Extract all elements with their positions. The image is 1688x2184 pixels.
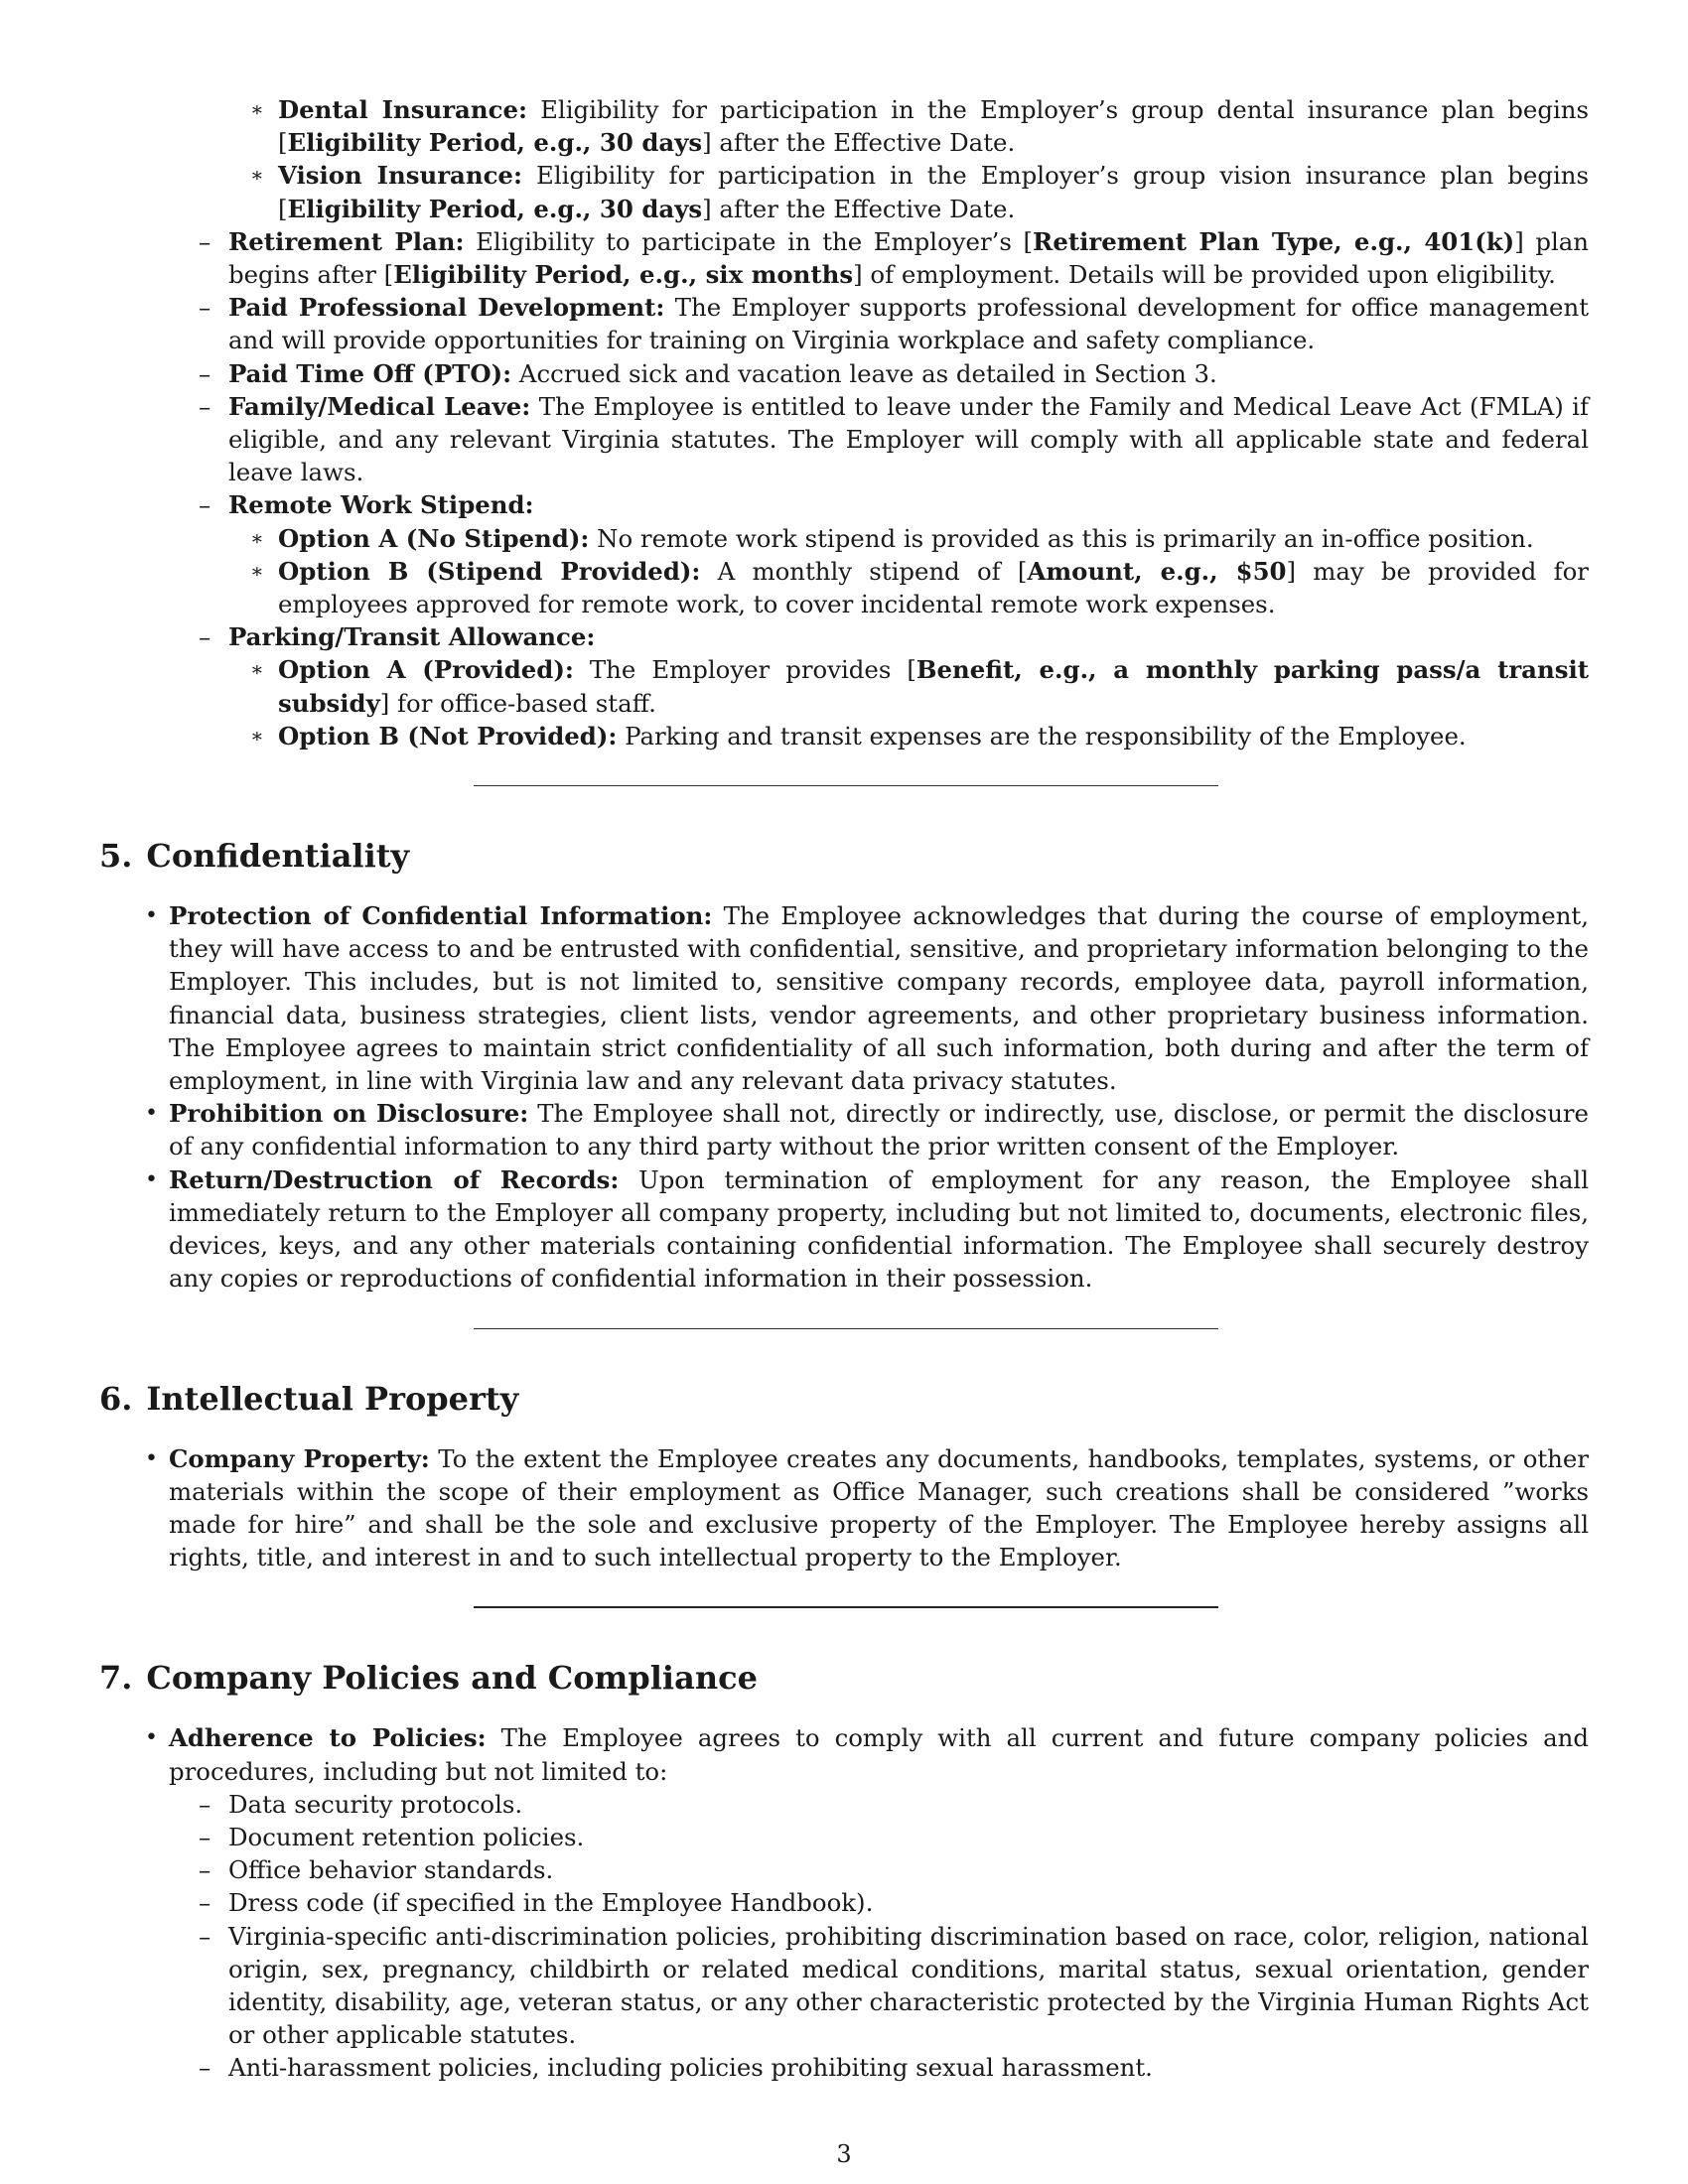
item-label: Company Property:	[169, 1443, 430, 1473]
remote-stipend-item	[199, 488, 1589, 521]
item-text: The Employee agrees to comply with all current and future company policies and procedures, including but not limited to:	[169, 1723, 1589, 1786]
parking-option-b-text: Parking and transit expenses are the responsibility of the Employee.	[617, 721, 1467, 751]
parking-option-b	[250, 720, 1589, 752]
policy-text: Anti-harassment policies, including policies prohibiting sexual harassment.	[228, 2053, 1153, 2083]
item-label: Return/Destruction of Records:	[169, 1164, 620, 1194]
star-marker: ∗	[250, 558, 264, 583]
dash-marker: –	[199, 490, 211, 520]
retirement-text-2: ] plan begins after [	[228, 226, 1590, 290]
item-text: Upon termination of employment for any reason, the Employee shall immediately return to the Employer all company property, including but not limited to, documents, electronic files, devices, keys, and any other materials containing confidential information. The Employee shall securely destroy any copies or reproductions of confidential information in their possession.	[169, 1164, 1589, 1294]
star-marker: ∗	[250, 163, 264, 188]
parking-option-b-label: Option B (Not Provided):	[278, 721, 618, 751]
remote-option-a-text: No remote work stipend is provided as this is primarily an in-office position.	[589, 523, 1534, 553]
bullet-marker: •	[145, 1445, 158, 1471]
vision-text: Eligibility for participation in the Employer’s group vision insurance plan begins [	[278, 161, 1589, 223]
bullet-marker: •	[145, 1166, 158, 1192]
dental-label: Dental Insurance:	[278, 95, 527, 124]
list-item	[145, 1097, 1589, 1162]
star-marker: ∗	[250, 657, 264, 682]
section-heading-company-policies	[99, 1658, 1589, 1698]
section-number: 6.	[99, 1379, 133, 1418]
dental-insurance-item	[250, 93, 1589, 159]
vision-text-end: ] after the Effective Date.	[702, 194, 1016, 223]
dash-marker: –	[199, 1789, 211, 1819]
bullet-marker: •	[145, 1101, 158, 1127]
pto-item	[199, 357, 1589, 390]
bullet-marker: •	[145, 1725, 158, 1751]
retirement-plan-type: Retirement Plan Type, e.g., 401(k)	[1033, 226, 1515, 256]
professional-development-item	[199, 291, 1589, 356]
retirement-text-end: ] of employment. Details will be provided upon eligibility.	[853, 260, 1556, 290]
remote-option-b	[250, 555, 1589, 620]
section-heading-intellectual-property	[99, 1379, 1589, 1419]
star-marker: ∗	[250, 723, 264, 748]
remote-option-b-amount: Amount, e.g., $50	[1027, 556, 1287, 586]
item-text: To the extent the Employee creates any documents, handbooks, templates, systems, or other materials within the scope of their employment as Office Manager, such creations shall be considered ”works made for hire” and shall be the sole and exclusive property of the Employer. The Employee hereby assigns all rights, title, and interest in and to such intellectual property to the Employer.	[169, 1443, 1589, 1572]
retirement-period: Eligibility Period, e.g., six months	[393, 260, 854, 290]
section-divider	[474, 1606, 1218, 1608]
remote-option-b-text: A monthly stipend of [	[700, 556, 1028, 586]
item-text: The Employee acknowledges that during the course of employment, they will have access to and be entrusted with confidential, sensitive, and proprietary information belonging to the Employer. This includes, but is not limited to, sensitive company records, employee data, payroll information, financial data, business strategies, client lists, vendor agreements, and other proprietary business information. The Employee agrees to maintain strict confidentiality of all such information, both during and after the term of employment, in line with Virginia law and any relevant data privacy statutes.	[169, 901, 1589, 1096]
policy-item	[199, 1788, 1589, 1821]
retirement-label: Retirement Plan:	[228, 226, 465, 256]
policy-text: Document retention policies.	[228, 1822, 585, 1851]
parking-option-a-text: The Employer provides [	[573, 655, 916, 685]
retirement-text: Eligibility to participate in the Employer’s [	[464, 226, 1034, 256]
dash-marker: –	[199, 226, 211, 256]
dash-marker: –	[199, 1921, 211, 1951]
remote-option-a-label: Option A (No Stipend):	[278, 523, 590, 553]
retirement-plan-item	[199, 225, 1590, 291]
list-item	[145, 899, 1589, 1097]
star-marker: ∗	[250, 97, 264, 121]
dash-marker: –	[199, 2053, 211, 2083]
policy-text: Office behavior standards.	[228, 1855, 554, 1885]
dental-period: Eligibility Period, e.g., 30 days	[287, 128, 703, 158]
star-marker: ∗	[250, 525, 264, 550]
section-title: Confidentiality	[146, 837, 410, 876]
list-item	[145, 1442, 1589, 1574]
policy-item	[199, 1821, 1589, 1853]
policy-item	[199, 1853, 1589, 1886]
section-divider	[474, 785, 1218, 786]
fmla-item	[199, 390, 1589, 489]
dash-marker: –	[199, 1888, 211, 1918]
dash-marker: –	[199, 1822, 211, 1851]
page-number: 3	[836, 2140, 852, 2168]
item-text: The Employee shall not, directly or indirectly, use, disclose, or permit the disclosure of any confidential information to any third party without the prior written consent of the Employer.	[169, 1099, 1589, 1161]
policy-item	[199, 1886, 1589, 1919]
remote-option-b-text-end: ] may be provided for employees approved for remote work, to cover incidental remote work expenses.	[278, 556, 1589, 619]
section-heading-confidentiality	[99, 836, 1589, 876]
policy-item	[199, 1920, 1589, 2052]
section-title: Intellectual Property	[146, 1379, 519, 1418]
parking-transit-item	[199, 620, 1589, 653]
parking-option-a-benefit: Benefit, e.g., a monthly parking pass/a transit subsidy	[278, 655, 1589, 718]
policy-text: Virginia-specific anti-discrimination policies, prohibiting discrimination based on race, color, religion, national origin, sex, pregnancy, childbirth or related medical conditions, marital status, sexual orientation, gender identity, disability, age, veteran status, or any other characteristic protected by the Virginia Human Rights Act or other applicable statutes.	[228, 1921, 1589, 2050]
parking-option-a-text-end: ] for office-based staff.	[379, 688, 656, 718]
policy-text: Data security protocols.	[228, 1789, 523, 1819]
policy-item	[199, 2051, 1589, 2084]
parking-option-a	[250, 653, 1589, 719]
development-text: The Employer supports professional development for office management and will provide opportunities for training on Virginia workplace and safety compliance.	[228, 293, 1589, 355]
section-title: Company Policies and Compliance	[146, 1659, 758, 1698]
section-number: 7.	[99, 1659, 133, 1698]
list-item	[145, 1163, 1589, 1296]
pto-text: Accrued sick and vacation leave as detailed in Section 3.	[511, 358, 1217, 388]
dash-marker: –	[199, 293, 211, 323]
remote-label: Remote Work Stipend:	[228, 490, 534, 520]
pto-label: Paid Time Off (PTO):	[228, 358, 512, 388]
dash-marker: –	[199, 358, 211, 388]
dental-text: Eligibility for participation in the Employer’s group dental insurance plan begins [	[278, 95, 1589, 158]
vision-insurance-item	[250, 159, 1589, 224]
parking-label: Parking/Transit Allowance:	[228, 622, 596, 652]
vision-period: Eligibility Period, e.g., 30 days	[287, 194, 703, 223]
fmla-text: The Employee is entitled to leave under the Family and Medical Leave Act (FMLA) if eligible, and any relevant Virginia statutes. The Employer will comply with all applicable state and federal leave laws.	[228, 391, 1589, 487]
remote-option-b-label: Option B (Stipend Provided):	[278, 556, 701, 586]
list-item	[145, 1721, 1589, 1787]
development-label: Paid Professional Development:	[228, 293, 665, 323]
vision-label: Vision Insurance:	[278, 161, 522, 191]
dash-marker: –	[199, 1855, 211, 1885]
dash-marker: –	[199, 391, 211, 421]
remote-option-a	[250, 522, 1589, 555]
section-divider	[474, 1328, 1218, 1329]
item-label: Prohibition on Disclosure:	[169, 1099, 529, 1129]
dash-marker: –	[199, 622, 211, 652]
dental-text-end: ] after the Effective Date.	[702, 128, 1016, 158]
bullet-marker: •	[145, 903, 158, 929]
item-label: Adherence to Policies:	[169, 1723, 487, 1753]
policy-text: Dress code (if specified in the Employee Handbook).	[228, 1888, 874, 1918]
item-label: Protection of Confidential Information:	[169, 901, 713, 931]
parking-option-a-label: Option A (Provided):	[278, 655, 574, 685]
fmla-label: Family/Medical Leave:	[228, 391, 531, 421]
section-number: 5.	[99, 837, 133, 876]
document-page	[99, 93, 1589, 2085]
